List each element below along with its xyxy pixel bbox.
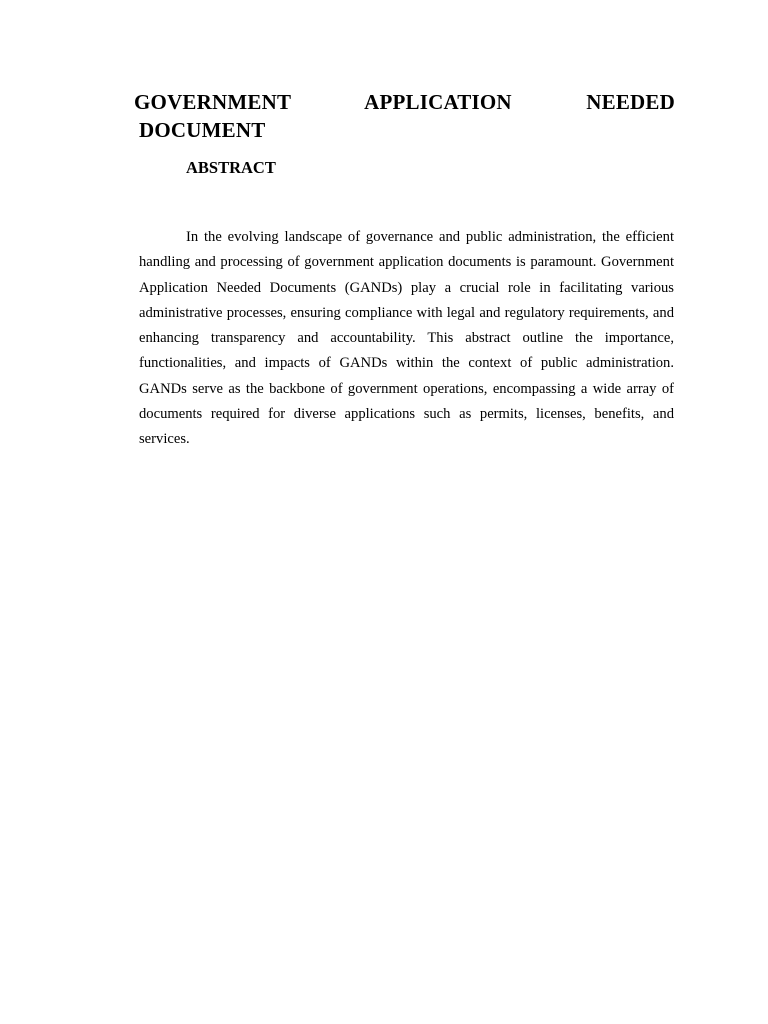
document-title-continued: DOCUMENT: [139, 118, 266, 142]
document-title: GOVERNMENT APPLICATION NEEDED: [134, 90, 675, 114]
abstract-heading: ABSTRACT: [186, 158, 276, 177]
abstract-paragraph: In the evolving landscape of governance and public administration, the efficient handling and processing of government application documents is paramount. Government Application Needed Documents (GANDs) play a crucial role in facilitating various administrative processes, ensuring compliance with legal and regulatory requirements, and enhancing transparency and accountability. This abstract outline the importance, functionalities, and impacts of GANDs within the context of public administration. GANDs serve as the backbone of government operations, encompassing a wide array of documents required for diverse applications such as permits, licenses, benefits, and services.: [139, 229, 674, 448]
